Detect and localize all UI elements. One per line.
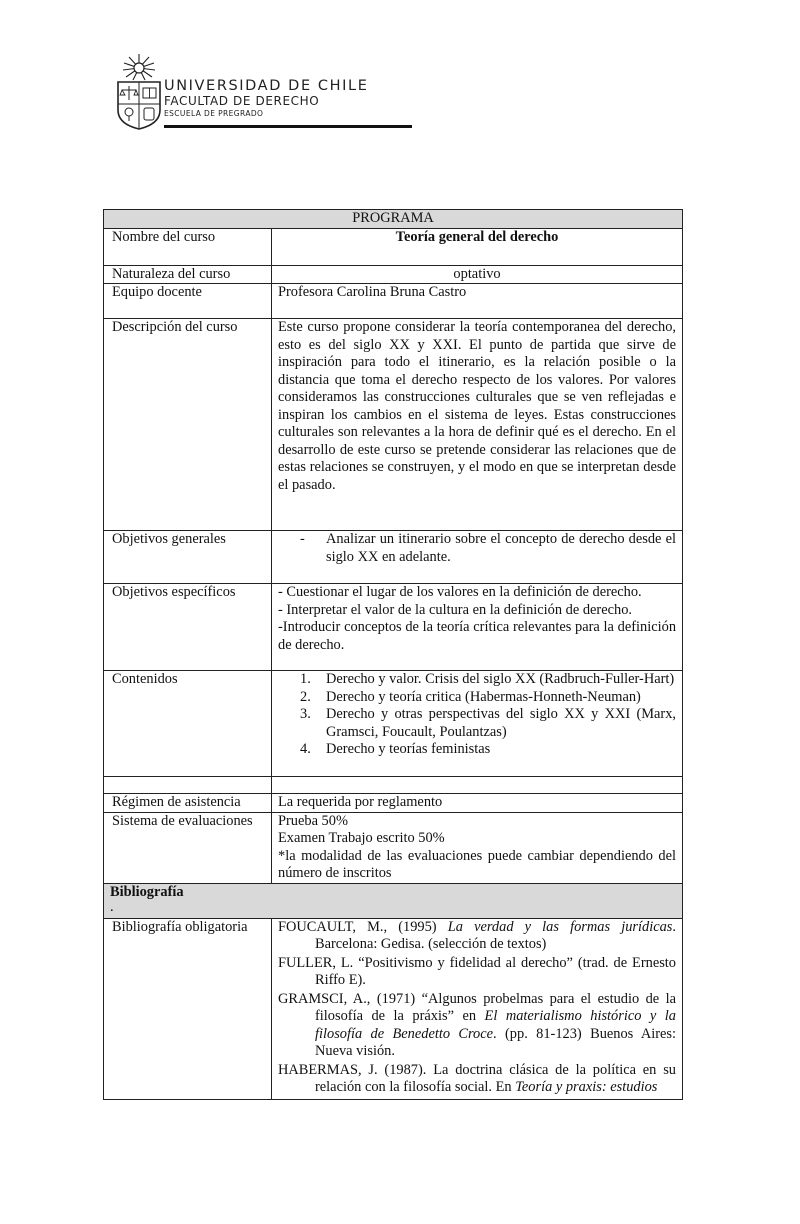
- table-row: [104, 319, 683, 531]
- list-item: -Introducir conceptos de la teoría crítica relevantes para la definición de derecho.: [278, 619, 677, 653]
- table-title-row: [104, 210, 683, 229]
- table-row: [104, 284, 683, 319]
- team-label: Equipo docente: [104, 284, 272, 319]
- table-title: PROGRAMA: [104, 210, 683, 229]
- bibliography-heading-row: [104, 883, 683, 918]
- table-row: [104, 812, 683, 883]
- header-rule: [164, 125, 412, 128]
- list-item: Prueba 50%: [278, 812, 348, 829]
- table-row-empty: [104, 777, 683, 794]
- list-item: Examen Trabajo escrito 50%: [278, 830, 445, 846]
- bibliography-entry: HABERMAS, J. (1987). La doctrina clásica de la política en su relación con la filosofía social. En Teoría y praxis: estudios: [278, 1061, 677, 1095]
- list-item: - Analizar un itinerario sobre el concepto de derecho desde el siglo XX en adelante.: [300, 531, 677, 565]
- evaluation-label: Sistema de evaluaciones: [104, 812, 272, 883]
- attendance-label: Régimen de asistencia: [104, 794, 272, 813]
- university-logo: [112, 52, 369, 130]
- list-item: - Interpretar el valor de la cultura en la definición de derecho.: [278, 601, 632, 618]
- specific-objectives-label: Objetivos específicos: [104, 584, 272, 671]
- bibliography-entry: GRAMSCI, A., (1971) “Algunos probelmas para el estudio de la filosofía de la práxis” en El materialismo histórico y la filosofía de Benedetto Croce. (pp. 81-123) Buenos Aires: Nueva visión.: [278, 990, 677, 1059]
- nature-label: Naturaleza del curso: [104, 265, 272, 284]
- list-item: 1. Derecho y valor. Crisis del siglo XX (Radbruch-Fuller-Hart): [300, 671, 675, 687]
- description-text: Este curso propone considerar la teoría contemporanea del derecho, esto es del siglo XX y XXI. El punto de partida que sirve de inspiración para todo el itinerario, es la relación posible o la distancia que toma el derecho respecto de los valores. Por valores consideramos las construcciones culturales que se ven reflejadas e inspiran los cambios en el sistema de leyes. Estas construcciones culturales son relevantes a la hora de definir qué es el derecho. En el desarrollo de este curso se pretende considerar las relaciones que de estas relaciones se construyen, y el modo en que se interpretan desde el pasado.: [272, 319, 683, 531]
- table-row: [104, 918, 683, 1099]
- general-objectives-list: [278, 531, 676, 566]
- contents-list: [278, 671, 676, 759]
- bibliography-entry: FULLER, L. “Positivismo y fidelidad al derecho” (trad. de Ernesto Riffo E).: [278, 954, 677, 988]
- general-objectives-label: Objetivos generales: [104, 531, 272, 584]
- table-row: [104, 671, 683, 777]
- list-item: *la modalidad de las evaluaciones puede cambiar dependiendo del número de inscritos: [278, 847, 677, 881]
- table-row: [104, 228, 683, 265]
- team-value: Profesora Carolina Bruna Castro: [272, 284, 683, 319]
- table-row: [104, 794, 683, 813]
- specific-objectives: [272, 584, 683, 671]
- faculty-name: FACULTAD DE DERECHO: [164, 94, 320, 108]
- university-name: UNIVERSIDAD DE CHILE: [164, 78, 369, 94]
- course-name: Teoría general del derecho: [272, 228, 683, 265]
- bibliography-heading: Bibliografía: [110, 883, 184, 900]
- university-seal-icon: [112, 52, 166, 130]
- list-item: 2. Derecho y teoría critica (Habermas-Honneth-Neuman): [300, 688, 641, 705]
- school-name: ESCUELA DE PREGRADO: [164, 109, 264, 118]
- course-name-label: Nombre del curso: [104, 228, 272, 265]
- program-table: [103, 209, 683, 1100]
- mandatory-bibliography-label: Bibliografía obligatoria: [104, 918, 272, 1099]
- table-row: [104, 531, 683, 584]
- table-row: [104, 265, 683, 284]
- bibliography-dot: .: [110, 899, 114, 915]
- bibliography-entry: FOUCAULT, M., (1995) La verdad y las formas jurídicas. Barcelona: Gedisa. (selección de textos): [278, 918, 677, 952]
- bibliography-list: [272, 918, 683, 1099]
- list-item: 3. Derecho y otras perspectivas del siglo XX y XXI (Marx, Gramsci, Foucault, Poulantzas): [300, 706, 677, 740]
- nature-value: optativo: [272, 265, 683, 284]
- attendance-value: La requerida por reglamento: [272, 794, 683, 813]
- description-label: Descripción del curso: [104, 319, 272, 531]
- list-item: 4. Derecho y teorías feministas: [300, 741, 491, 757]
- list-item: - Cuestionar el lugar de los valores en la definición de derecho.: [278, 584, 642, 600]
- contents-label: Contenidos: [104, 671, 272, 777]
- evaluation-values: [272, 812, 683, 883]
- table-row: [104, 584, 683, 671]
